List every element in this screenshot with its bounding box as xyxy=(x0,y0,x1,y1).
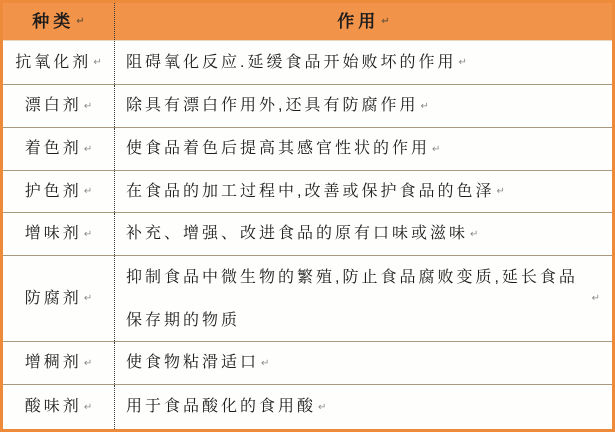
paragraph-mark: ↵ xyxy=(261,357,270,369)
table-row xyxy=(3,41,612,85)
effect-cell xyxy=(115,171,612,212)
type-label: 着色剂 xyxy=(24,140,82,157)
type-cell xyxy=(3,41,115,84)
paragraph-mark: ↵ xyxy=(318,401,327,413)
header-effect-label: 作用 xyxy=(337,11,380,31)
type-cell xyxy=(3,128,115,170)
effect-cell xyxy=(115,385,612,429)
type-label: 增味剂 xyxy=(24,225,82,242)
table-row xyxy=(3,128,612,171)
effect-text: 除具有漂白作用外,还具有防腐作用 xyxy=(126,97,419,114)
effect-cell xyxy=(115,41,612,84)
table-row xyxy=(3,171,612,213)
effect-text: 在食品的加工过程中,改善或保护食品的色泽 xyxy=(126,182,495,200)
type-label: 酸味剂 xyxy=(24,398,82,415)
type-label: 抗氧化剂 xyxy=(15,53,92,71)
paragraph-mark: ↵ xyxy=(83,100,93,112)
effect-cell xyxy=(115,256,612,341)
paragraph-mark: ↵ xyxy=(83,143,93,155)
effect-text: 抑制食品中微生物的繁殖,防止食品腐败变质,延长食品保存期的物质 xyxy=(126,268,578,329)
header-cell-effect xyxy=(115,3,612,40)
type-label: 防腐剂 xyxy=(24,289,82,307)
table-row xyxy=(3,85,612,128)
effect-text: 用于食品酸化的食用酸 xyxy=(126,398,317,415)
table-header-row xyxy=(3,3,612,41)
paragraph-mark: ↵ xyxy=(83,357,93,369)
paragraph-mark: ↵ xyxy=(83,293,93,304)
effect-cell xyxy=(115,342,612,384)
paragraph-mark: ↵ xyxy=(83,401,93,413)
type-cell xyxy=(3,213,115,255)
effect-text: 阻碍氧化反应.延缓食品开始败坏的作用 xyxy=(126,53,457,71)
type-cell xyxy=(3,256,115,341)
paragraph-mark: ↵ xyxy=(83,228,93,240)
type-label: 护色剂 xyxy=(24,182,82,200)
type-cell xyxy=(3,342,115,384)
table-row xyxy=(3,256,612,342)
effect-cell xyxy=(115,85,612,127)
paragraph-mark: ↵ xyxy=(432,143,441,155)
type-cell xyxy=(3,171,115,212)
effect-text: 使食品着色后提高其感官性状的作用 xyxy=(126,140,431,157)
paragraph-mark: ↵ xyxy=(470,228,479,240)
effect-text: 补充、增强、改进食品的原有口味或滋味 xyxy=(126,225,469,242)
paragraph-mark: ↵ xyxy=(458,57,467,68)
paragraph-mark: ↵ xyxy=(591,293,600,304)
paragraph-mark: ↵ xyxy=(496,186,505,197)
table-row xyxy=(3,213,612,256)
header-type-label: 种类 xyxy=(32,11,75,31)
effect-cell xyxy=(115,213,612,255)
paragraph-mark: ↵ xyxy=(93,57,102,68)
paragraph-mark: ↵ xyxy=(420,100,429,112)
table-row xyxy=(3,342,612,385)
type-label: 漂白剂 xyxy=(24,97,82,114)
header-cell-type xyxy=(3,3,115,40)
type-cell xyxy=(3,85,115,127)
table-row xyxy=(3,385,612,429)
paragraph-mark: ↵ xyxy=(76,16,85,27)
effect-text: 使食物粘滑适口 xyxy=(126,354,260,371)
type-cell xyxy=(3,385,115,429)
effect-cell xyxy=(115,128,612,170)
type-label: 增稠剂 xyxy=(24,354,82,371)
paragraph-mark: ↵ xyxy=(83,186,93,197)
paragraph-mark: ↵ xyxy=(381,16,390,27)
